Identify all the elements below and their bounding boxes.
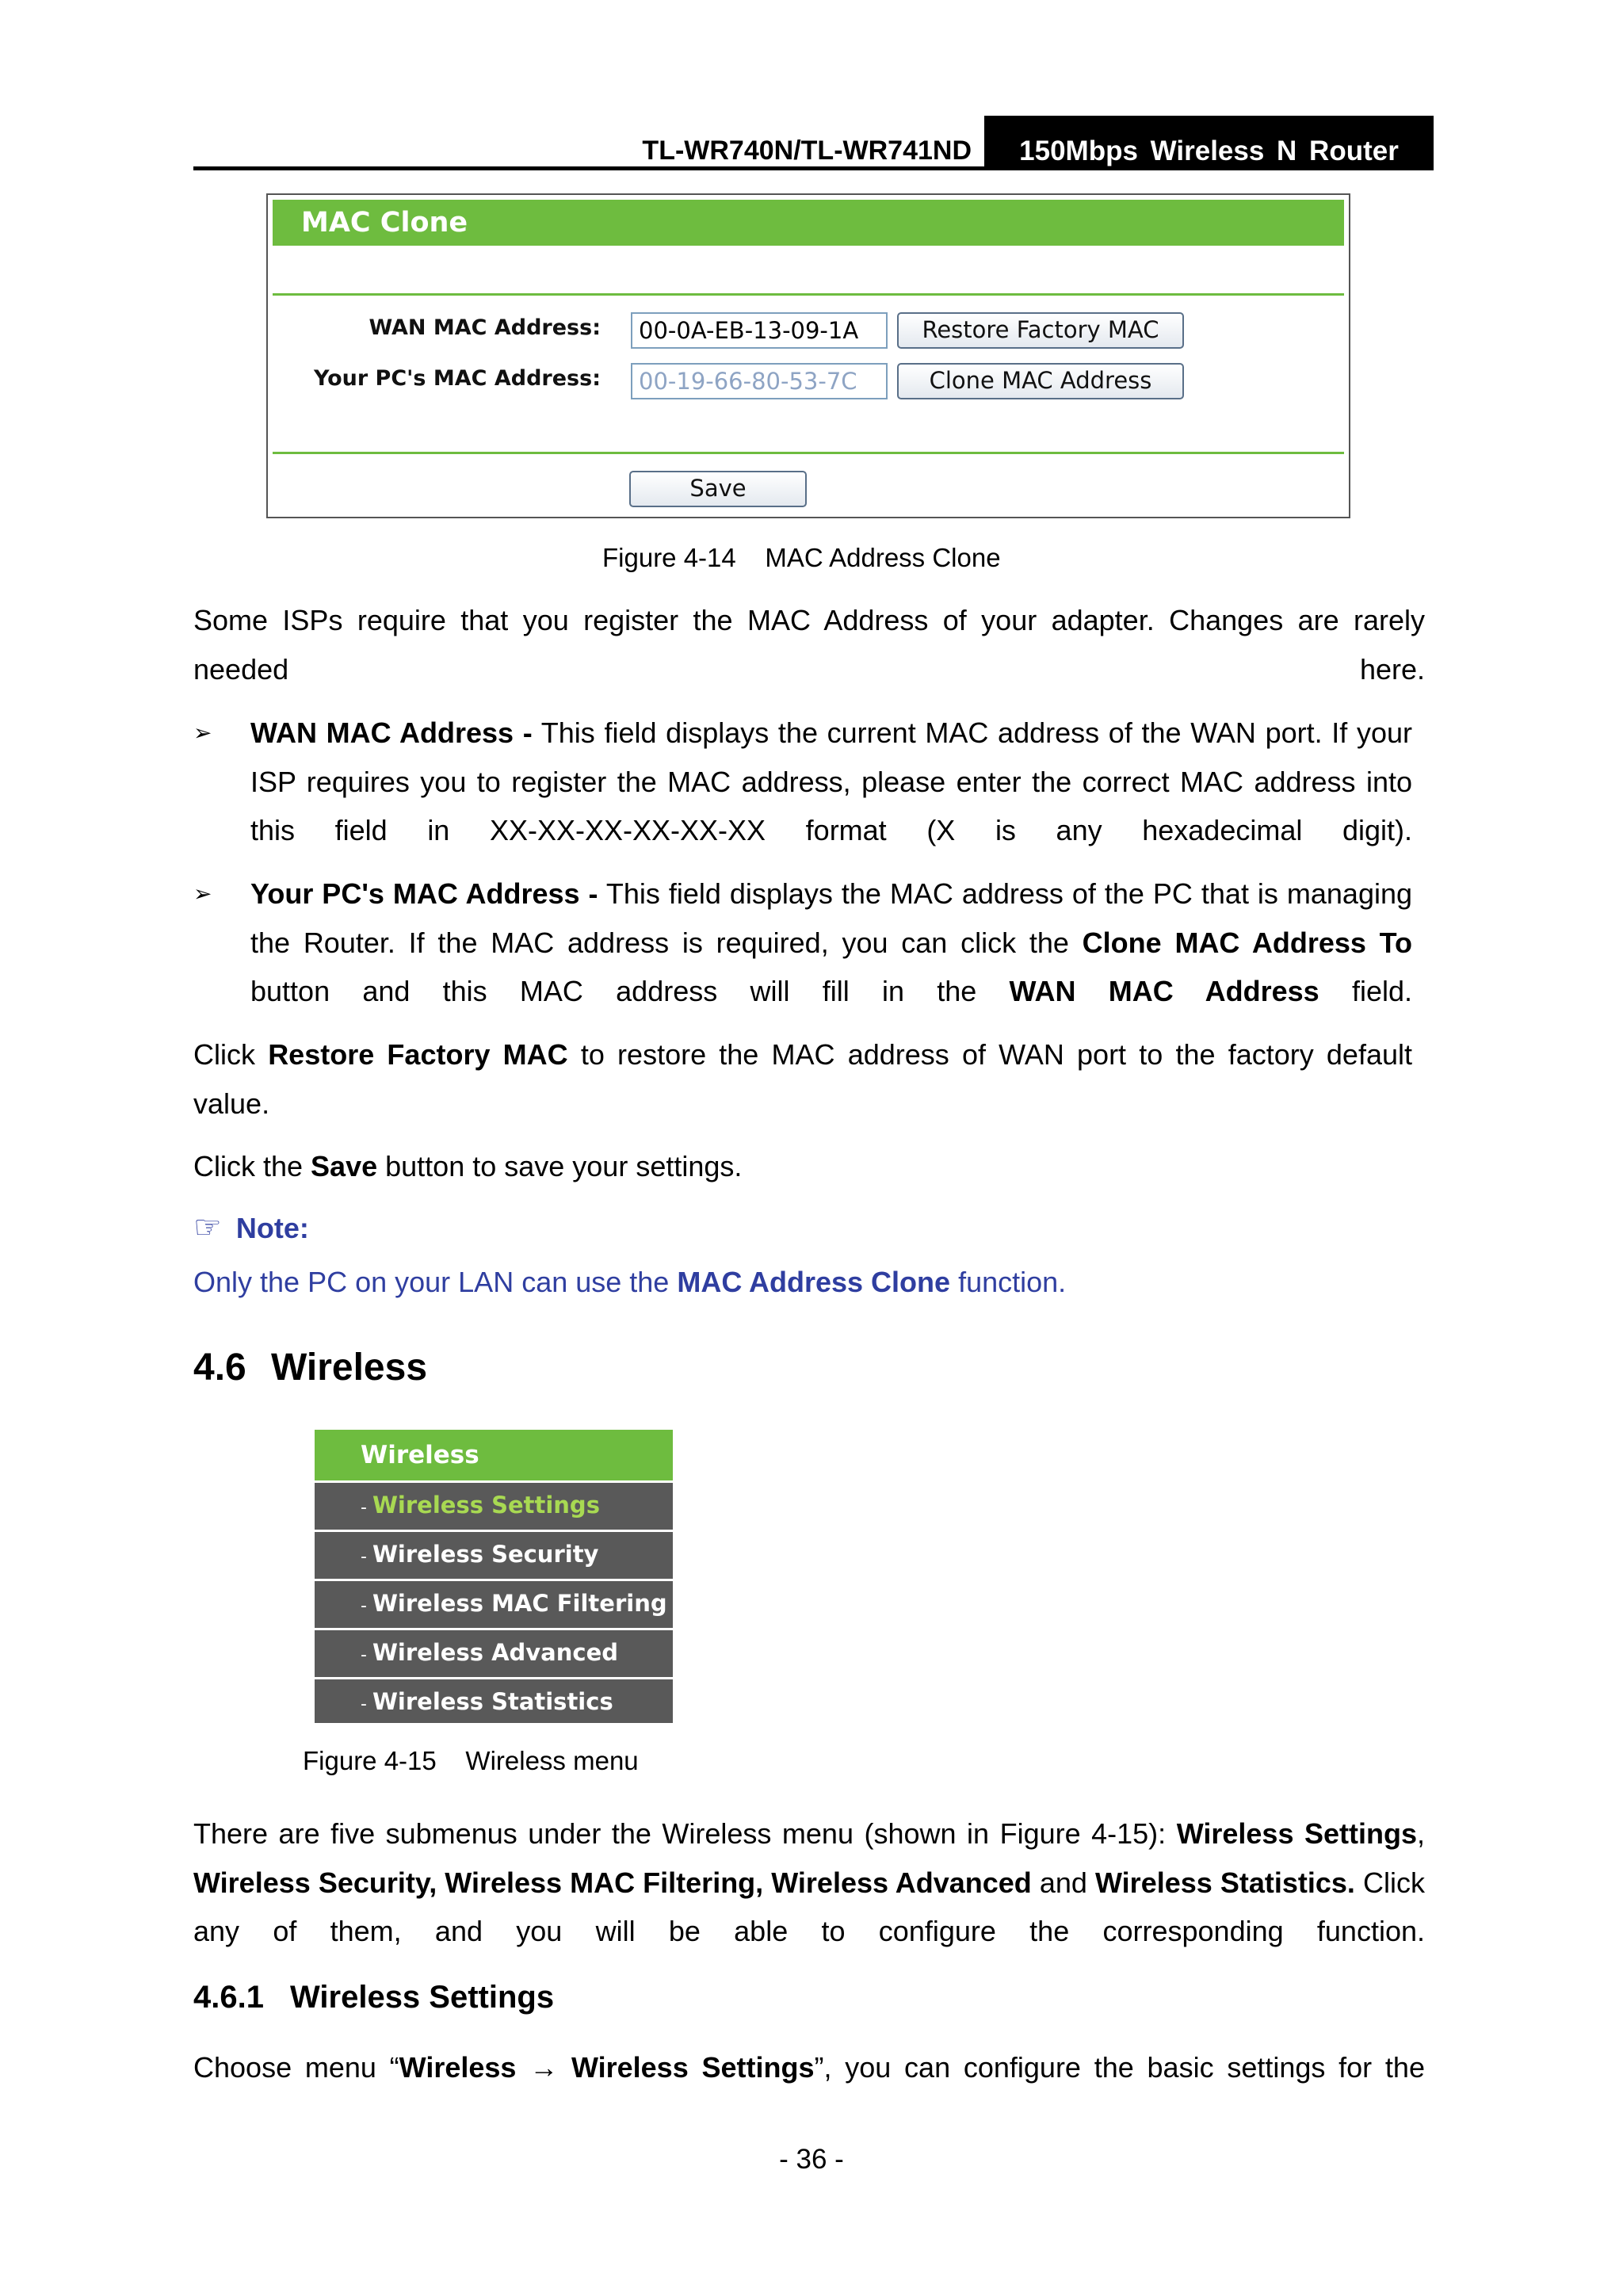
para-text: , [1417, 1817, 1426, 1850]
menu-item-prefix: - [361, 1645, 372, 1665]
bullet-arrow-icon: ➢ [193, 720, 212, 745]
note-heading [193, 1208, 309, 1248]
menu-item-prefix: - [361, 1547, 372, 1567]
bullet-text: button and this MAC address will fill in the [250, 975, 1010, 1007]
menu-item-wireless-mac-filtering[interactable] [315, 1581, 673, 1628]
para-bold: Wireless Settings [1176, 1817, 1417, 1850]
section-number: 4.6.1 [193, 1980, 264, 2015]
figure-4-14-caption: Figure 4-14 MAC Address Clone [602, 543, 1001, 572]
para-text: button to save your settings. [377, 1150, 743, 1182]
panel-divider-top [273, 293, 1344, 296]
wan-mac-input[interactable]: 00-0A-EB-13-09-1A [631, 312, 888, 349]
note-text-part: Only the PC on your LAN can use the [193, 1266, 678, 1298]
menu-item-wireless-advanced[interactable] [315, 1630, 673, 1677]
panel-title-bar [273, 200, 1344, 246]
para-bold: Save [311, 1150, 378, 1182]
para-bold: Wireless Settings [571, 2051, 815, 2084]
menu-item-text: Wireless Statistics [372, 1688, 613, 1715]
pc-mac-label: Your PC's MAC Address: [314, 366, 601, 391]
menu-item-label [361, 1541, 598, 1568]
para-text: Click any of them, and you will be able to configure the corresponding function. [193, 1866, 1425, 1947]
header-model: TL-WR740N/TL-WR741ND [642, 136, 972, 166]
save-paragraph [193, 1142, 1425, 1191]
bullet-pc-mac [250, 869, 1412, 1016]
section-title: Wireless [271, 1347, 428, 1389]
submenus-paragraph [193, 1809, 1425, 1956]
note-text [193, 1263, 1066, 1302]
menu-item-label [361, 1590, 667, 1617]
clone-mac-address-button[interactable]: Clone MAC Address [897, 363, 1184, 399]
note-text-part: function. [950, 1266, 1067, 1298]
para-bold: Restore Factory MAC [268, 1038, 568, 1071]
figure-4-15-caption: Figure 4-15 Wireless menu [303, 1746, 639, 1775]
bullet-wan-mac [250, 709, 1412, 855]
menu-item-prefix: - [361, 1596, 372, 1616]
para-text: and [1031, 1866, 1096, 1899]
menu-item-label [361, 1492, 600, 1519]
choose-paragraph [193, 2043, 1425, 2092]
menu-item-text: Wireless Settings [372, 1492, 600, 1519]
section-heading-4-6 [193, 1343, 427, 1393]
intro-paragraph: Some ISPs require that you register the MAC Address of your adapter. Changes are rarely needed here. [193, 604, 1425, 686]
menu-item-text: Wireless Security [372, 1541, 599, 1568]
menu-item-label [361, 1639, 618, 1666]
bullet-text: This field displays the MAC address of the PC that is managing the Router. If the MAC address is required, you can click the [250, 877, 1413, 959]
panel-title: MAC Clone [301, 207, 468, 239]
section-number: 4.6 [193, 1347, 246, 1389]
wan-mac-label: WAN MAC Address: [369, 315, 601, 340]
para-bold: Wireless [399, 2051, 517, 2084]
menu-item-text: Wireless Advanced [372, 1639, 619, 1666]
menu-item-prefix: - [361, 1694, 372, 1714]
para-bold: Wireless Statistics. [1095, 1866, 1355, 1899]
bullet-term: WAN MAC Address - [250, 716, 533, 749]
para-text: to restore the MAC address of WAN port to the factory default value. [193, 1038, 1413, 1120]
para-text: Click [193, 1038, 269, 1071]
save-button[interactable]: Save [629, 471, 807, 507]
section-heading-4-6-1 [193, 1975, 554, 2019]
menu-title: Wireless [361, 1441, 479, 1469]
note-label: Note: [235, 1212, 309, 1244]
page-number: - 36 - [779, 2144, 844, 2175]
bullet-bold: WAN MAC Address [1009, 975, 1319, 1007]
para-text: ”, you can configure the basic settings for the [814, 2051, 1425, 2084]
para-bold: Wireless Security, Wireless MAC Filtering, Wireless Advanced [193, 1866, 1032, 1899]
note-bold: MAC Address Clone [677, 1266, 951, 1298]
para-text: Click the [193, 1150, 311, 1182]
section-title: Wireless Settings [290, 1980, 555, 2015]
bullet-arrow-icon: ➢ [193, 881, 212, 906]
menu-item-label [361, 1688, 613, 1715]
wireless-menu [315, 1430, 673, 1723]
pointing-hand-icon: ☞ [193, 1210, 222, 1245]
pc-mac-input[interactable]: 00-19-66-80-53-7C [631, 363, 888, 399]
header-rule [193, 166, 1434, 170]
restore-paragraph [193, 1030, 1412, 1128]
bullet-text: This field displays the current MAC address of the WAN port. If your ISP requires you to register the MAC address, please enter the correct MAC address into this field in XX-XX-XX-XX-XX-XX format (X is any hexadecimal digit). [250, 716, 1413, 846]
header-product: 150Mbps Wireless N Router [984, 116, 1434, 170]
right-arrow-icon: → [529, 2051, 559, 2084]
bullet-term: Your PC's MAC Address - [250, 877, 598, 910]
mac-clone-panel [266, 193, 1350, 518]
menu-item-text: Wireless MAC Filtering [372, 1590, 667, 1617]
restore-factory-mac-button[interactable]: Restore Factory MAC [897, 312, 1184, 349]
menu-item-wireless-statistics[interactable] [315, 1679, 673, 1723]
menu-title-bar[interactable] [315, 1430, 673, 1480]
para-text: There are five submenus under the Wireless menu (shown in Figure 4-15): [193, 1817, 1177, 1850]
menu-item-prefix: - [361, 1498, 372, 1518]
bullet-bold: Clone MAC Address To [1082, 926, 1412, 959]
bullet-text: field. [1319, 975, 1412, 1007]
panel-divider-bottom [273, 452, 1344, 454]
menu-item-wireless-settings[interactable] [315, 1483, 673, 1530]
menu-item-wireless-security[interactable] [315, 1532, 673, 1579]
para-text: Choose menu “ [193, 2051, 399, 2084]
